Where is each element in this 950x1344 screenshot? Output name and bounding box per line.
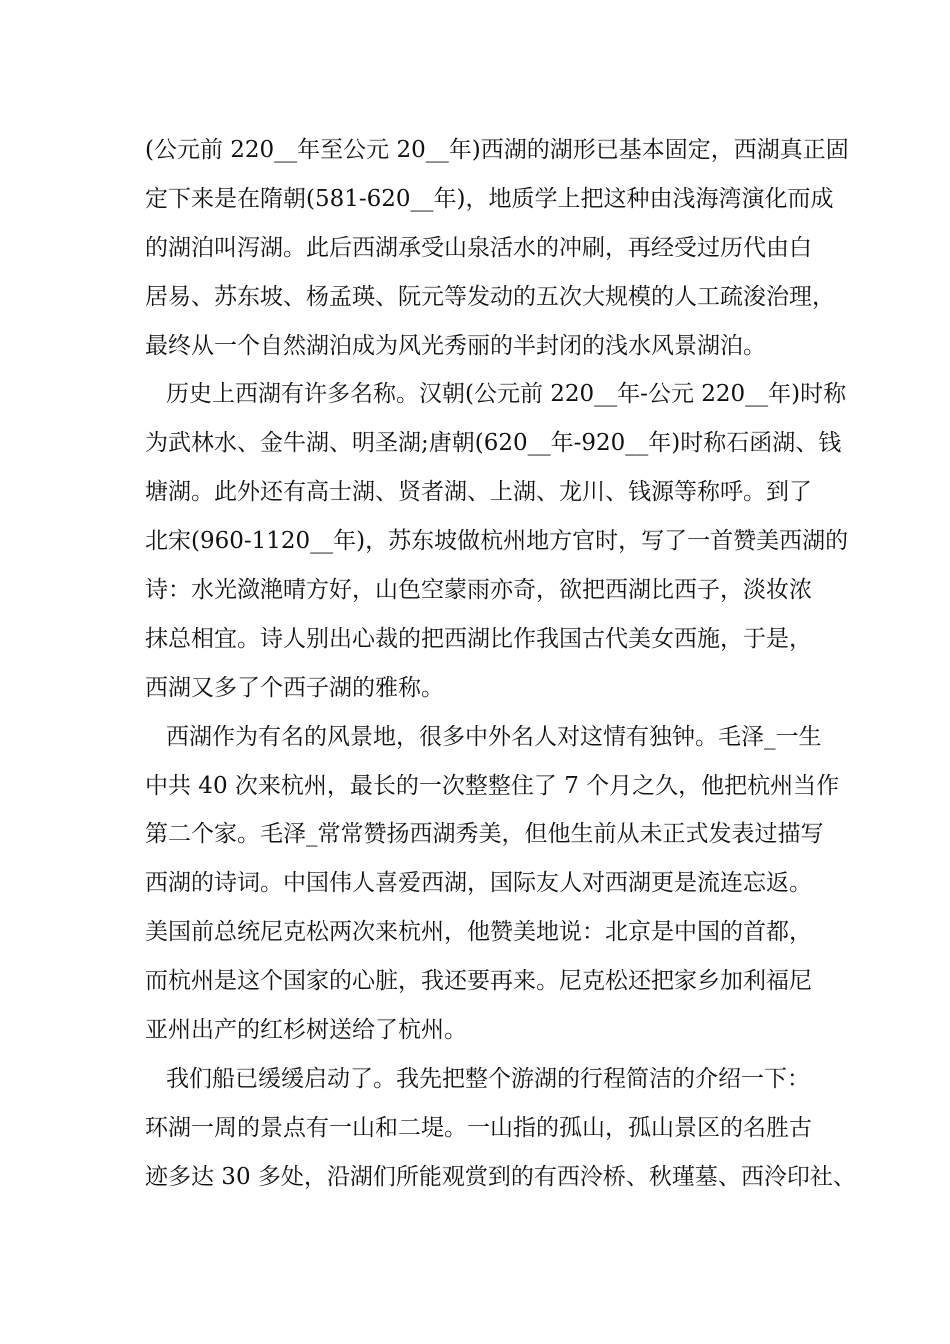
paragraph-tour-itinerary xyxy=(145,1055,856,1202)
text-line: 我们船已缓缓启动了。我先把整个游湖的行程简洁的介绍一下： xyxy=(166,1065,810,1092)
text-line: 最终从一个自然湖泊成为风光秀丽的半封闭的浅水风景湖泊。 xyxy=(145,332,766,359)
text-line: 的湖泊叫泻湖。此后西湖承受山泉活水的冲刷，再经受过历代由白 xyxy=(145,234,812,261)
text-line: 第二个家。毛泽_常常赞扬西湖秀美，但他生前从未正式发表过描写 xyxy=(145,821,824,848)
text-line: 北宋(960-1120__年)，苏东坡做杭州地方官时，写了一首赞美西湖的 xyxy=(145,528,849,555)
text-line: (公元前 220__年至公元 20__年)西湖的湖形已基本固定，西湖真正固 xyxy=(145,137,849,163)
text-line: 定下来是在隋朝(581-620__年)，地质学上把这种由浅海湾演化而成 xyxy=(145,185,834,212)
text-line: 迹多达 30 多处，沿湖们所能观赏到的有西泠桥、秋瑾墓、西泠印社、 xyxy=(145,1163,856,1190)
text-line: 西湖又多了个西子湖的雅称。 xyxy=(145,674,444,701)
text-line: 亚州出产的红杉树送给了杭州。 xyxy=(145,1017,467,1044)
paragraph-famous-visitors xyxy=(145,713,840,1055)
text-line: 中共 40 次来杭州，最长的一次整整住了 7 个月之久，他把杭州当作 xyxy=(145,772,840,799)
text-line: 诗：水光潋滟晴方好，山色空蒙雨亦奇，欲把西湖比西子，淡妆浓 xyxy=(145,577,812,604)
text-line: 而杭州是这个国家的心脏，我还要再来。尼克松还把家乡加利福尼 xyxy=(145,968,812,995)
text-line: 西湖的诗词。中国伟人喜爱西湖，国际友人对西湖更是流连忘返。 xyxy=(145,870,812,897)
text-line: 美国前总统尼克松两次来杭州，他赞美地说：北京是中国的首都， xyxy=(145,919,812,946)
paragraph-historical-names xyxy=(145,370,849,712)
text-line: 塘湖。此外还有高士湖、贤者湖、上湖、龙川、钱源等称呼。到了 xyxy=(145,479,812,506)
text-line: 历史上西湖有许多名称。汉朝(公元前 220__年-公元 220__年)时称 xyxy=(166,381,847,408)
text-line: 环湖一周的景点有一山和二堤。一山指的孤山，孤山景区的名胜古 xyxy=(145,1114,812,1141)
document-body xyxy=(145,126,856,1202)
text-line: 抹总相宜。诗人别出心裁的把西湖比作我国古代美女西施，于是， xyxy=(145,625,812,652)
paragraph-lake-formation xyxy=(145,126,849,370)
text-line: 西湖作为有名的风景地，很多中外名人对这情有独钟。毛泽_一生 xyxy=(166,723,822,750)
text-line: 居易、苏东坡、杨孟瑛、阮元等发动的五次大规模的人工疏浚治理， xyxy=(145,283,835,310)
text-line: 为武林水、金牛湖、明圣湖;唐朝(620__年-920__年)时称石函湖、钱 xyxy=(145,430,842,457)
